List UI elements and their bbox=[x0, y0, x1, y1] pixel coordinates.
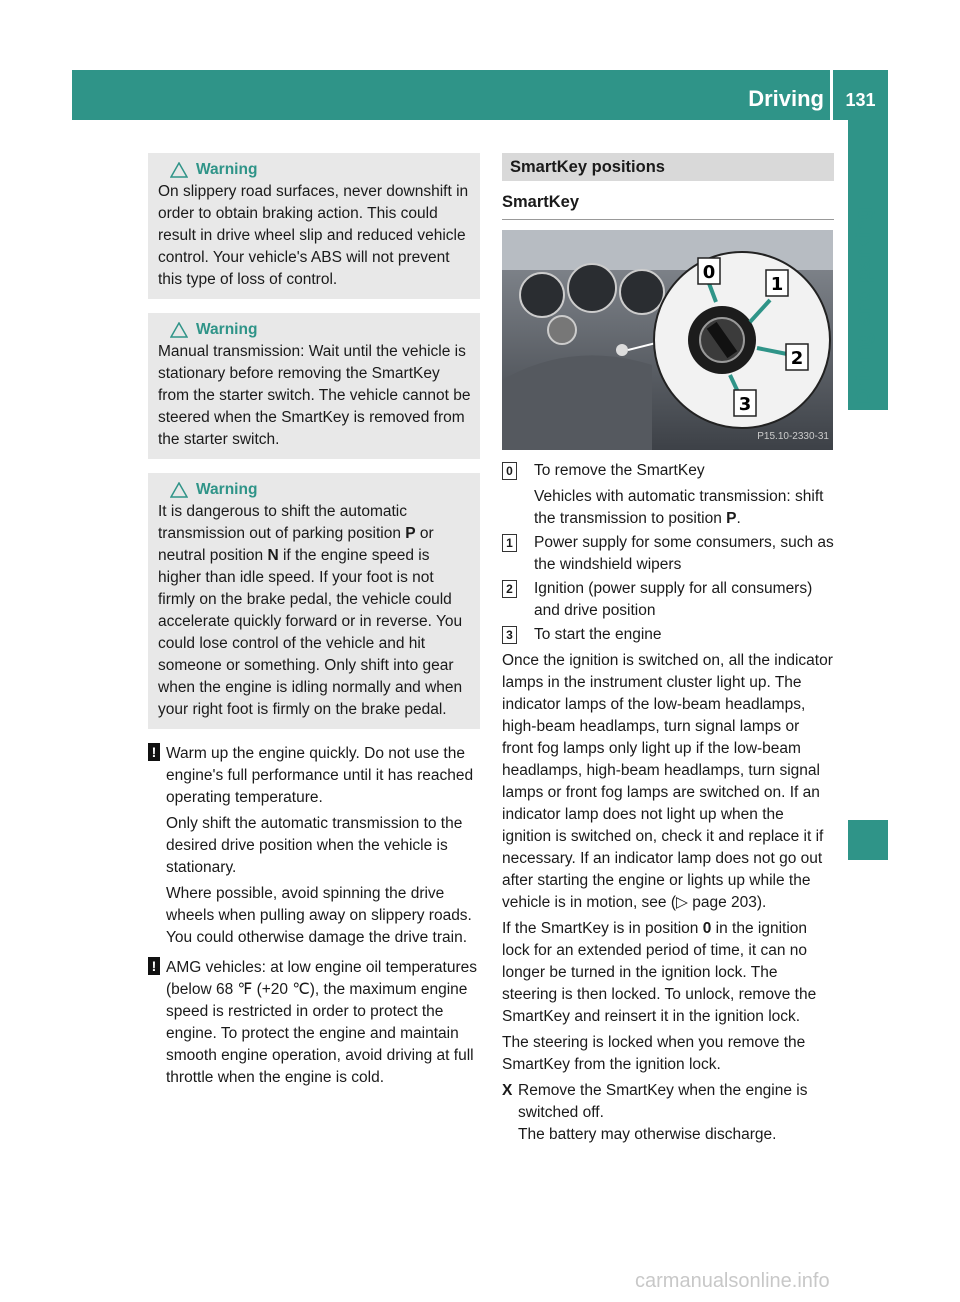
position-label-1: 1 bbox=[770, 274, 784, 295]
position-list bbox=[502, 460, 834, 646]
exclamation-icon: ! bbox=[148, 957, 160, 975]
body-paragraph: Once the ignition is switched on, all the indicator lamps in the instrument cluster light up. The indicator lamps of the low-beam headlamps, high-beam headlamps, turn signal lamps or front fog lamps only light up if the low-beam headlamps, high-beam headlamps, turn signal lamps or front fog lamps are switched on. If an indicator lamp does not light up when the ignition is switched on, check it and replace it if necessary. If an indicator lamp does not go out after starting the engine or lights up while the vehicle is in motion, see (▷ page 203). bbox=[502, 652, 833, 911]
warning-triangle-icon bbox=[170, 162, 188, 178]
list-item: 0 To remove the SmartKey Vehicles with automatic transmission: shift the transmission to position P. bbox=[502, 460, 834, 530]
subsection-title: SmartKey bbox=[502, 191, 834, 220]
warning-text: It is dangerous to shift the automatic transmission out of parking position P or neutral position N if the engine speed is higher than idle speed. If your foot is not firmly on the brake pedal, the vehicle could accelerate quickly forward or in reverse. You could lose control of the vehicle and hit someone or something. Only shift into gear when the engine is idling normally and when your right foot is firmly on the brake pedal. bbox=[158, 503, 463, 718]
body-paragraph: If the SmartKey is in position 0 in the ignition lock for an extended period of time, it can no longer be turned in the ignition lock. The steering is then locked. To unlock, remove the SmartKey and reinsert it in the ignition lock. bbox=[502, 920, 817, 1025]
warning-text: Manual transmission: Wait until the vehicle is stationary before removing the SmartKey from the starter switch. The vehicle cannot be steered when the SmartKey is removed from the starter switch. bbox=[158, 343, 471, 448]
section-title: SmartKey positions bbox=[502, 153, 834, 181]
right-column bbox=[502, 153, 834, 1146]
warning-title: Warning bbox=[196, 161, 258, 178]
position-label-3: 3 bbox=[738, 394, 752, 415]
ignition-illustration bbox=[502, 230, 833, 450]
list-item: 1 Power supply for some consumers, such as the windshield wipers bbox=[502, 532, 834, 576]
position-badge: 1 bbox=[502, 534, 517, 552]
position-badge: 3 bbox=[502, 626, 517, 644]
warning-triangle-icon bbox=[170, 322, 188, 338]
note bbox=[148, 743, 480, 949]
page-header-title: Driving bbox=[748, 86, 824, 111]
position-label-0: 0 bbox=[702, 262, 716, 283]
body-paragraph: The steering is locked when you remove the SmartKey from the ignition lock. bbox=[502, 1034, 806, 1073]
figure-code: P15.10-2330-31 bbox=[757, 431, 829, 442]
note-paragraph: Only shift the automatic transmission to the desired drive position when the vehicle is stationary. bbox=[166, 815, 463, 876]
smartkey-ignition-photo bbox=[502, 230, 833, 450]
note bbox=[148, 957, 480, 1089]
warning-triangle-icon bbox=[170, 482, 188, 498]
warning-box bbox=[148, 313, 480, 459]
warning-box bbox=[148, 153, 480, 299]
position-label-2: 2 bbox=[790, 348, 804, 369]
action-arrow-icon: X bbox=[502, 1082, 513, 1099]
note-paragraph: Where possible, avoid spinning the drive wheels when pulling away on slippery roads. You could otherwise damage the drive train. bbox=[166, 885, 472, 946]
exclamation-icon: ! bbox=[148, 743, 160, 761]
note-paragraph: AMG vehicles: at low engine oil temperatures (below 68 ℉ (+20 ℃), the maximum engine speed is restricted in order to protect the engine. To protect the engine and maintain smooth engine operation, avoid driving at full throttle when the engine is cold. bbox=[166, 959, 478, 1086]
warning-box bbox=[148, 473, 480, 729]
position-badge: 0 bbox=[502, 462, 517, 480]
note-paragraph: Warm up the engine quickly. Do not use the engine's full performance until it has reached operating temperature. bbox=[166, 745, 474, 806]
side-marker bbox=[848, 820, 888, 860]
left-column bbox=[148, 153, 480, 1093]
warning-text: On slippery road surfaces, never downshift in order to obtain braking action. This could result in drive wheel slip and reduced vehicle control. Your vehicle's ABS will not prevent this type of loss of control. bbox=[158, 183, 469, 288]
position-badge: 2 bbox=[502, 580, 517, 598]
action-step: X Remove the SmartKey when the engine is switched off. The battery may otherwise discharge. bbox=[502, 1082, 808, 1143]
page-number: 131 bbox=[845, 90, 876, 110]
warning-title: Warning bbox=[196, 481, 258, 498]
list-item: 2 Ignition (power supply for all consumers) and drive position bbox=[502, 578, 834, 622]
list-item: 3 To start the engine bbox=[502, 624, 834, 646]
watermark: carmanualsonline.info bbox=[635, 1270, 830, 1292]
side-tab-label: Driving and parking bbox=[852, 206, 875, 404]
warning-title: Warning bbox=[196, 321, 258, 338]
header-separator bbox=[830, 70, 833, 120]
